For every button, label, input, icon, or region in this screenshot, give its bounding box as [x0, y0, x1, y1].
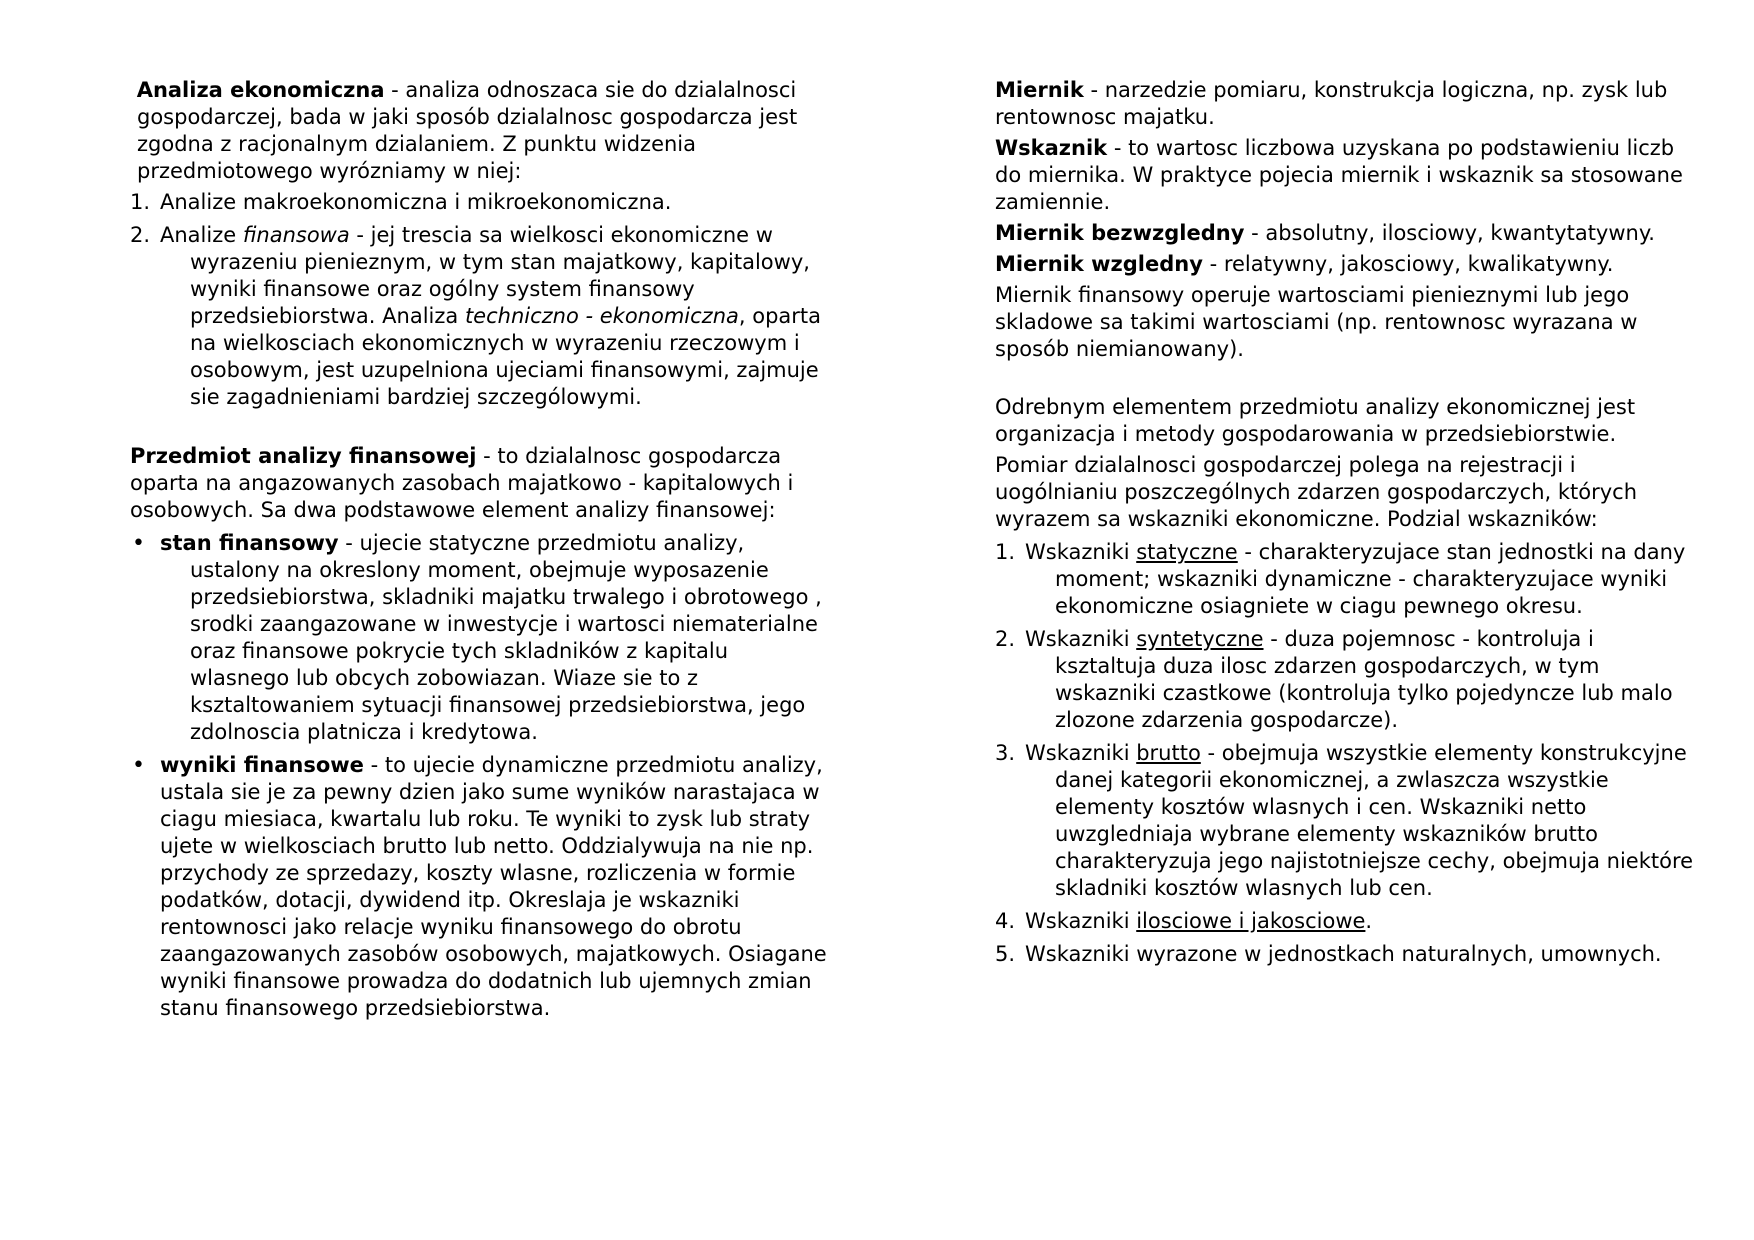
bullet-icon: • [132, 531, 145, 556]
list-item [995, 908, 1695, 935]
list-item [995, 941, 1695, 968]
finansowy-paragraph: Miernik finansowy operuje wartosciami pienieznymi lub jego skladowe sa takimi wartosciami (np. rentownosc wyrazana w sposób niemianowany). [995, 283, 1638, 361]
list-item-text: Wskazniki syntetyczne - duza pojemnosc - kontroluja i ksztaltuja duza ilosc zdarzen gospodarczych, w tym wskazniki czastkowe (kontroluja tylko pojedyncze lub malo zlozone zdarzenia gospodarcze). [1025, 627, 1673, 732]
list-number: 1. [130, 190, 151, 214]
przedmiot-paragraph [130, 443, 830, 524]
list-number: 3. [995, 741, 1016, 765]
list-item [130, 189, 830, 216]
pomiar-paragraph: Pomiar dzialalnosci gospodarczej polega na rejestracji i uogólnianiu poszczególnych zdarzen gospodarczych, których wyrazem sa wskazniki ekonomiczne. Podzial wskazników: [995, 453, 1638, 531]
list-number: 5. [995, 942, 1016, 966]
list-item-text: Analize makroekonomiczna i mikroekonomiczna. [160, 190, 672, 214]
list-item [995, 626, 1695, 734]
wskaznik-paragraph: Wskaznik - to wartosc liczbowa uzyskana po podstawieniu liczb do miernika. W praktyce pojecia miernik i wskaznik sa stosowane zamiennie. [995, 136, 1683, 214]
odrebnym-paragraph: Odrebnym elementem przedmiotu analizy ekonomicznej jest organizacja i metody gospodarowania w przedsiebiorstwie. [995, 395, 1636, 446]
list-item-text: Wskazniki wyrazone w jednostkach naturalnych, umownych. [1025, 942, 1662, 966]
list-item [995, 539, 1695, 620]
list-number: 2. [995, 627, 1016, 651]
przedmiot-text: - to dzialalnosc gospodarcza oparta na angazowanych zasobach majatkowo - kapitalowych i osobowych. Sa dwa podstawowe element analizy finansowej: [130, 444, 794, 522]
bullet-text: stan finansowy - ujecie statyczne przedmiotu analizy, ustalony na okreslony moment, obejmuje wyposazenie przedsiebiorstwa, skladniki majatku trwalego i obrotowego , srodki zaangazowane w inwestycje i wartosci niematerialne oraz finansowe pokrycie tych skladników z kapitalu wlasnego lub obcych zobowiazan. Wiaze sie to z ksztaltowaniem sytuacji finansowej przedsiebiorstwa, jego zdolnoscia platnicza i kredytowa. [160, 531, 822, 744]
bullet-item-wyniki [130, 752, 830, 1022]
intro-term: Analiza ekonomiczna [136, 78, 385, 102]
intro-text: - analiza odnoszaca sie do dzialalnosci gospodarczej, bada w jaki sposób dzialalnosc gospodarcza jest zgodna z racjonalnym dzialaniem. Z punktu widzenia przedmiotowego wyrózniamy w niej: [137, 78, 798, 183]
list-item-text: Wskazniki ilosciowe i jakosciowe. [1025, 909, 1373, 933]
list-number: 1. [995, 540, 1016, 564]
left-column [130, 77, 830, 1022]
list-item [130, 222, 830, 411]
list-item-text: Wskazniki statyczne - charakteryzujace stan jednostki na dany moment; wskazniki dynamiczne - charakteryzujace wyniki ekonomiczne osiagniete w ciagu pewnego okresu. [1025, 540, 1686, 618]
wzgledny-paragraph: Miernik wzgledny - relatywny, jakosciowy, kwalikatywny. [995, 252, 1614, 276]
list-number: 2. [130, 223, 151, 247]
bezwzgledny-paragraph: Miernik bezwzgledny - absolutny, ilosciowy, kwantytatywny. [995, 221, 1655, 245]
przedmiot-term: Przedmiot analizy finansowej [130, 444, 477, 468]
intro-paragraph [130, 77, 830, 185]
miernik-paragraph: Miernik - narzedzie pomiaru, konstrukcja logiczna, np. zysk lub rentownosc majatku. [995, 78, 1668, 129]
list-number: 4. [995, 909, 1016, 933]
list-item-text: Wskazniki brutto - obejmuja wszystkie elementy konstrukcyjne danej kategorii ekonomicznej, a zwlaszcza wszystkie elementy kosztów wlasnych i cen. Wskazniki netto uwzgledniaja wybrane elementy wskazników brutto charakteryzuja jego najistotniejsze cechy, obejmuja niektóre skladniki kosztów wlasnych lub cen. [1025, 741, 1694, 900]
right-column [995, 77, 1695, 968]
bullet-item-stan [130, 530, 830, 746]
bullet-text: wyniki finansowe - to ujecie dynamiczne przedmiotu analizy, ustala sie je za pewny dzien jako sume wyników narastajaca w ciagu miesiaca, kwartalu lub roku. Te wyniki to zysk lub straty ujete w wielkosciach brutto lub netto. Oddzialywuja na nie np. przychody ze sprzedazy, koszty wlasne, rozliczenia w formie podatków, dotacji, dywidend itp. Okreslaja je wskazniki rentownosci jako relacje wyniku finansowego do obrotu zaangazowanych zasobów osobowych, majatkowych. Osiagane wyniki finansowe prowadza do dodatnich lub ujemnych zmian stanu finansowego przedsiebiorstwa. [160, 753, 827, 1020]
list-item [995, 740, 1695, 902]
bullet-icon: • [132, 753, 145, 778]
list-item-text: Analize finansowa - jej trescia sa wielkosci ekonomiczne w wyrazeniu pienieznym, w tym stan majatkowy, kapitalowy, wyniki finansowe oraz ogólny system finansowy przedsiebiorstwa. Analiza techniczno - ekonomiczna, oparta na wielkosciach ekonomicznych w wyrazeniu rzeczowym i osobowym, jest uzupelniona ujeciami finansowymi, zajmuje sie zagadnieniami bardziej szczególowymi. [160, 223, 822, 409]
